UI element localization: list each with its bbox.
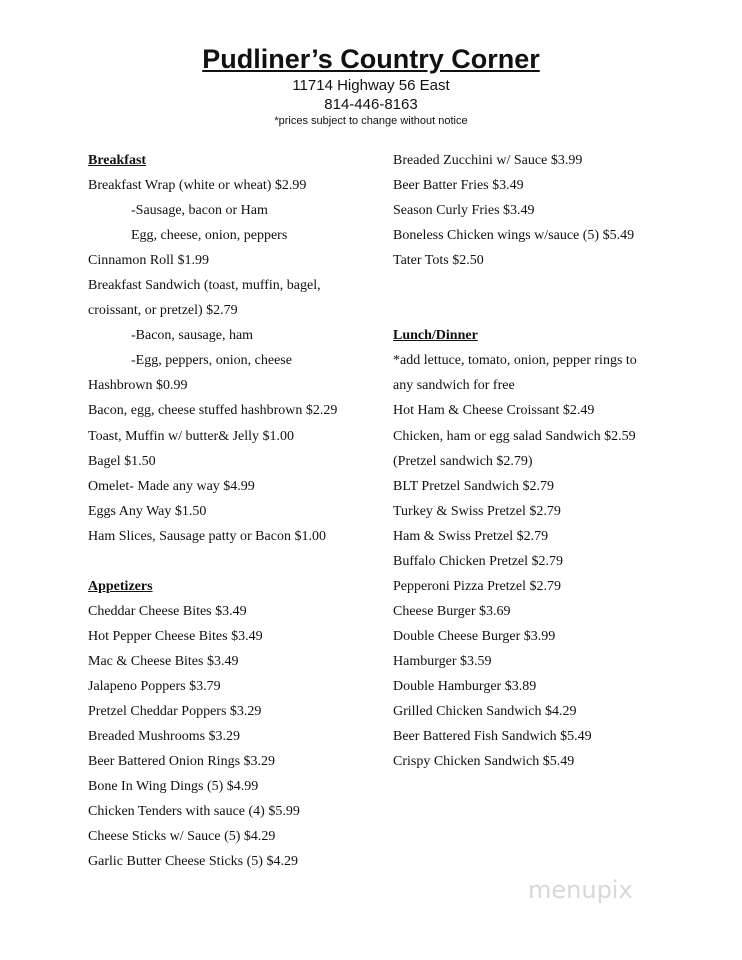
spacer xyxy=(88,549,388,574)
menu-item: Beer Battered Fish Sandwich $5.49 xyxy=(393,729,592,745)
menu-item: Bagel $1.50 xyxy=(88,453,156,469)
menu-item: Eggs Any Way $1.50 xyxy=(88,503,207,519)
menu-item: -Bacon, sausage, ham xyxy=(131,328,254,344)
menu-item: Breakfast Wrap (white or wheat) $2.99 xyxy=(88,178,307,194)
section-heading: Appetizers xyxy=(88,578,153,594)
right-menu-column xyxy=(393,148,723,774)
menu-item: Tater Tots $2.50 xyxy=(393,253,484,269)
menupix-watermark: menupix xyxy=(528,876,633,904)
menu-item: Cinnamon Roll $1.99 xyxy=(88,253,209,269)
menu-item: Omelet- Made any way $4.99 xyxy=(88,478,255,494)
menu-item: Double Cheese Burger $3.99 xyxy=(393,628,556,644)
menu-item: Beer Battered Onion Rings $3.29 xyxy=(88,754,276,770)
menu-item: croissant, or pretzel) $2.79 xyxy=(88,303,238,319)
menu-item: Mac & Cheese Bites $3.49 xyxy=(88,653,239,669)
menu-item: Bone In Wing Dings (5) $4.99 xyxy=(88,779,259,795)
menu-item: any sandwich for free xyxy=(393,378,515,394)
left-menu-column xyxy=(88,148,388,874)
menu-item: Double Hamburger $3.89 xyxy=(393,678,537,694)
menu-item: BLT Pretzel Sandwich $2.79 xyxy=(393,478,554,494)
menu-item: Cheese Burger $3.69 xyxy=(393,603,511,619)
menu-item: Buffalo Chicken Pretzel $2.79 xyxy=(393,553,564,569)
menu-item: Grilled Chicken Sandwich $4.29 xyxy=(393,704,577,720)
menu-item: Hashbrown $0.99 xyxy=(88,378,188,394)
menu-item: Egg, cheese, onion, peppers xyxy=(131,228,288,244)
section-heading: Lunch/Dinner xyxy=(393,328,478,344)
menu-item: Bacon, egg, cheese stuffed hashbrown $2.29 xyxy=(88,403,338,419)
menu-item: Chicken Tenders with sauce (4) $5.99 xyxy=(88,804,300,820)
menu-item: Cheddar Cheese Bites $3.49 xyxy=(88,603,247,619)
phone-number: 814-446-8163 xyxy=(324,96,418,113)
menu-item: Season Curly Fries $3.49 xyxy=(393,203,535,219)
menu-item: -Egg, peppers, onion, cheese xyxy=(131,353,292,369)
menu-item: -Sausage, bacon or Ham xyxy=(131,203,268,219)
menu-item: Hot Ham & Cheese Croissant $2.49 xyxy=(393,403,595,419)
address: 11714 Highway 56 East xyxy=(292,77,450,94)
menu-item: Breaded Mushrooms $3.29 xyxy=(88,729,241,745)
menu-item: Chicken, ham or egg salad Sandwich $2.59 xyxy=(393,428,636,444)
spacer xyxy=(393,298,723,323)
menu-item: Breaded Zucchini w/ Sauce $3.99 xyxy=(393,153,583,168)
menu-item: Hot Pepper Cheese Bites $3.49 xyxy=(88,628,263,644)
menu-item: Crispy Chicken Sandwich $5.49 xyxy=(393,754,575,770)
menu-item: Ham Slices, Sausage patty or Bacon $1.00 xyxy=(88,528,326,544)
menu-item: Jalapeno Poppers $3.79 xyxy=(88,678,221,694)
menu-item: Boneless Chicken wings w/sauce (5) $5.49 xyxy=(393,228,635,244)
menu-item: (Pretzel sandwich $2.79) xyxy=(393,453,533,469)
menu-item: Beer Batter Fries $3.49 xyxy=(393,178,524,194)
menu-header xyxy=(0,42,742,129)
menu-item: Breakfast Sandwich (toast, muffin, bagel, xyxy=(88,278,321,294)
menu-item: Pretzel Cheddar Poppers $3.29 xyxy=(88,704,262,720)
menu-item: Garlic Butter Cheese Sticks (5) $4.29 xyxy=(88,854,298,870)
menu-item: Pepperoni Pizza Pretzel $2.79 xyxy=(393,578,561,594)
restaurant-name: Pudliner’s Country Corner xyxy=(202,44,540,74)
menu-item: Turkey & Swiss Pretzel $2.79 xyxy=(393,503,561,519)
menu-item: Hamburger $3.59 xyxy=(393,653,492,669)
menu-item: *add lettuce, tomato, onion, pepper rings to xyxy=(393,353,637,369)
menu-item: Toast, Muffin w/ butter& Jelly $1.00 xyxy=(88,428,295,444)
spacer xyxy=(393,273,723,298)
section-heading: Breakfast xyxy=(88,153,147,168)
price-note: *prices subject to change without notice xyxy=(274,115,468,127)
menu-item: Cheese Sticks w/ Sauce (5) $4.29 xyxy=(88,829,276,845)
menu-item: Ham & Swiss Pretzel $2.79 xyxy=(393,528,549,544)
